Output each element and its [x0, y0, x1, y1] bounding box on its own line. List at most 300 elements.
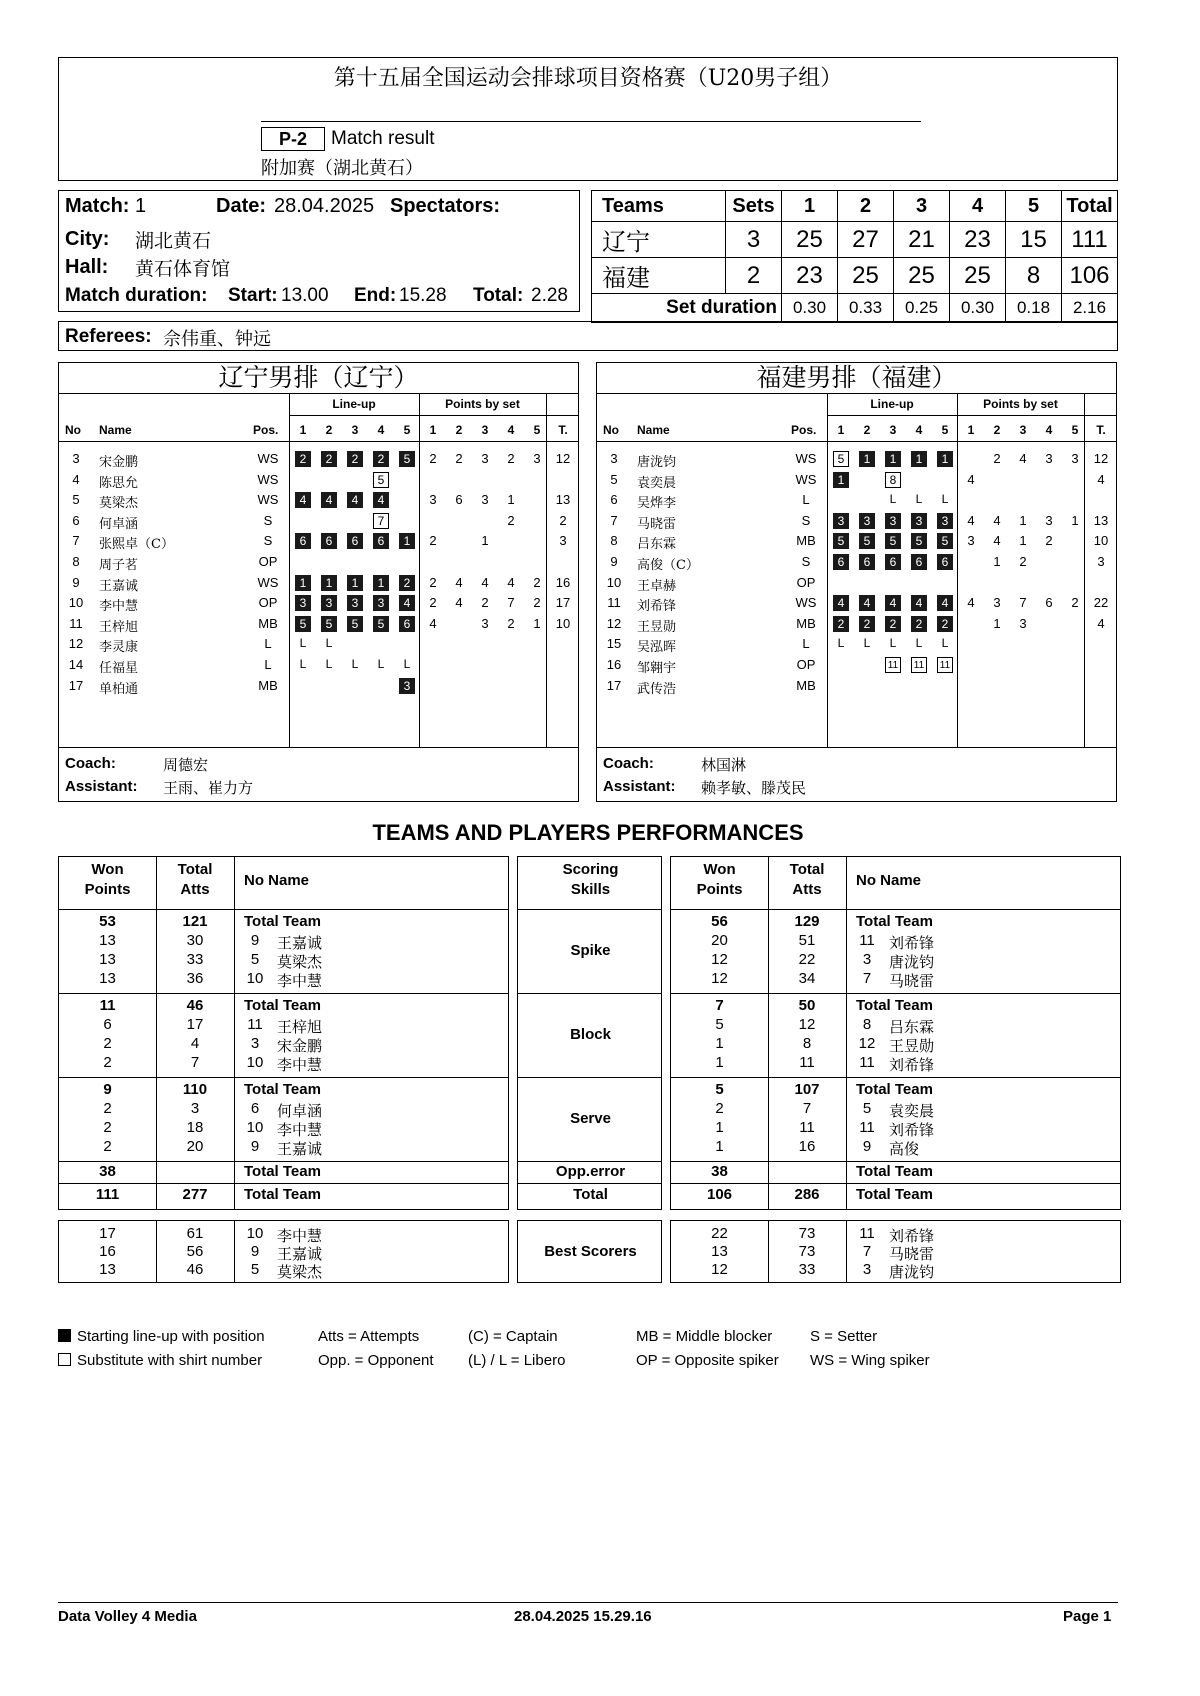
player-name: 莫梁杰 [99, 496, 139, 512]
set-points: 2 [429, 533, 437, 549]
report-type: Match result [331, 128, 435, 149]
name-header: Name [637, 423, 670, 437]
total-atts-value: 17 [186, 1016, 204, 1033]
player-name: 陈思允 [99, 475, 139, 491]
player-total: 2 [559, 512, 567, 528]
player-name: 王昱勋 [889, 1037, 935, 1055]
row-divider [671, 1183, 1120, 1184]
coach-name: 林国淋 [701, 756, 747, 774]
total-atts-value: 50 [798, 997, 816, 1014]
coach-label: Coach: [65, 755, 116, 772]
player-position: OP [796, 657, 816, 672]
set-score: 25 [838, 258, 894, 294]
player-number: 7 [862, 970, 872, 987]
player-row [59, 676, 578, 696]
row-divider [597, 441, 1116, 442]
player-name: 武传浩 [637, 681, 677, 697]
set-points: 7 [1019, 595, 1027, 611]
player-number: 10 [68, 595, 84, 611]
lineup-cell: 5 [885, 533, 901, 549]
player-position: OP [258, 554, 278, 569]
set-points: 2 [993, 451, 1001, 466]
player-name: 吴泓晖 [637, 640, 677, 656]
points-set-header: 2 [993, 423, 1001, 437]
footer-right: Page 1 [1063, 1608, 1112, 1625]
set-points: 2 [1071, 595, 1079, 611]
set-points: 4 [967, 595, 975, 611]
score-header: Teams [592, 191, 726, 222]
player-number: 15 [606, 636, 622, 652]
opp-error-label: Total Team [244, 1163, 321, 1180]
home-performance-table [58, 856, 509, 1210]
won-points-value: 2 [103, 1138, 112, 1155]
set-points: 1 [993, 554, 1001, 569]
away-roster [596, 362, 1117, 802]
match-label: Match: [65, 195, 130, 217]
player-number: 11 [247, 1016, 263, 1033]
lineup-cell: L [837, 636, 845, 651]
best-scorers-label-box [517, 1220, 662, 1283]
end-time: 15.28 [399, 285, 447, 306]
row-divider [59, 1161, 508, 1162]
player-position: MB [258, 677, 278, 693]
set-points: 7 [507, 595, 515, 611]
set-points: 4 [967, 512, 975, 528]
player-number: 10 [606, 574, 622, 590]
best-atts: 61 [186, 1225, 204, 1242]
sets-won: 2 [726, 258, 782, 294]
performance-title: TEAMS AND PLAYERS PERFORMANCES [372, 820, 804, 845]
set-points: 1 [1019, 512, 1027, 528]
player-name: 吕东霖 [889, 1018, 935, 1036]
player-name: Total Team [244, 1081, 321, 1098]
no-name-header: No Name [856, 872, 922, 889]
set-points: 3 [993, 595, 1001, 611]
player-position: L [802, 492, 810, 508]
player-name: 王嘉诚 [277, 1140, 323, 1158]
set-points: 2 [429, 595, 437, 611]
footer-rule [58, 1602, 1118, 1603]
total-atts-value: 8 [802, 1035, 812, 1052]
header-box [58, 57, 1118, 181]
lineup-set-header: 2 [325, 423, 333, 437]
player-name: 李中慧 [277, 1121, 323, 1139]
player-name: 刘希锋 [637, 599, 677, 615]
round-label: 附加赛（湖北黄石） [261, 158, 423, 179]
won-points-header: Won [91, 861, 124, 878]
total-atts: 286 [794, 1186, 820, 1203]
player-name: 王嘉诚 [277, 1245, 323, 1263]
set-points: 3 [1019, 615, 1027, 631]
player-number: 10 [246, 1054, 264, 1071]
set-points: 4 [429, 615, 437, 631]
set-points: 3 [1045, 512, 1053, 528]
total-label: Total Team [856, 1186, 933, 1203]
lineup-cell: 1 [885, 451, 901, 467]
lineup-cell: 3 [295, 595, 311, 611]
start-time: 13.00 [281, 285, 329, 306]
set-duration: 0.33 [838, 294, 894, 323]
lineup-cell: L [889, 492, 897, 507]
player-total: 3 [1097, 554, 1105, 569]
player-position: S [263, 512, 273, 528]
lineup-cell: 5 [937, 533, 953, 549]
lineup-set-header: 4 [377, 423, 385, 437]
score-header-row [592, 191, 1118, 222]
lineup-cell: 5 [399, 451, 415, 467]
lineup-cell: L [941, 492, 949, 507]
row-divider [518, 993, 661, 994]
player-position: L [802, 636, 810, 652]
set-points: 4 [455, 595, 463, 611]
lineup-cell: 6 [347, 533, 363, 549]
player-name: 袁奕晨 [889, 1102, 935, 1120]
lineup-cell: 2 [885, 616, 901, 632]
player-number: 10 [246, 1119, 264, 1136]
points-header: Points by set [445, 397, 520, 411]
row-divider [59, 1077, 508, 1078]
player-name: 王梓旭 [277, 1018, 323, 1036]
won-points-value: 1 [715, 1035, 724, 1052]
player-name: 吴烨李 [637, 496, 677, 512]
set-score: 25 [782, 222, 838, 258]
player-row [59, 655, 578, 675]
player-name: 唐泷钧 [637, 455, 677, 470]
lineup-cell: 5 [373, 616, 389, 632]
best-points: 13 [99, 1261, 116, 1278]
points-set-header: 4 [507, 423, 515, 437]
lineup-cell: L [863, 636, 871, 651]
player-total: 4 [1097, 615, 1105, 631]
footer-center: 28.04.2025 15.29.16 [514, 1608, 652, 1625]
player-total: 13 [555, 492, 571, 508]
player-total: 10 [1093, 533, 1109, 549]
page-title: 第十五届全国运动会排球项目资格赛（U20男子组） [333, 66, 843, 91]
row-divider [671, 1077, 1120, 1078]
player-name: 高俊（C） [637, 558, 699, 573]
player-name: 王嘉诚 [277, 934, 323, 952]
set-duration-row [592, 294, 1118, 323]
coach-label: Coach: [603, 755, 654, 772]
set-points: 2 [481, 595, 489, 611]
lineup-cell: 5 [295, 616, 311, 632]
lineup-cell: 5 [347, 616, 363, 632]
player-name: 刘希锋 [889, 934, 935, 952]
lineup-cell: L [915, 636, 923, 651]
total-atts-value: 7 [190, 1054, 200, 1071]
player-total: 17 [555, 595, 571, 611]
lineup-cell: L [403, 657, 411, 671]
lineup-cell: 1 [347, 575, 363, 591]
player-position: WS [257, 574, 279, 590]
won-points-header: Won [703, 861, 736, 878]
set-points: 3 [967, 533, 975, 549]
set-points: 1 [1019, 533, 1027, 549]
set-points: 2 [533, 574, 541, 590]
player-number: 12 [858, 1035, 876, 1052]
player-position: MB [796, 533, 816, 549]
city-label: City: [65, 228, 110, 250]
scoring-skills-header: Scoring [562, 861, 619, 878]
player-name: 吕东霖 [637, 537, 677, 553]
player-position: S [801, 512, 811, 528]
player-number: 5 [72, 492, 80, 508]
lineup-set-header: 3 [889, 423, 897, 437]
set-points: 4 [455, 574, 463, 590]
lineup-cell: 2 [911, 616, 927, 632]
best-points: 16 [99, 1243, 116, 1260]
player-name: 邹翱宇 [637, 661, 677, 676]
player-row [59, 449, 578, 469]
score-header: 5 [1006, 191, 1062, 222]
end-label: End: [354, 285, 397, 306]
player-name: 王梓旭 [99, 619, 139, 635]
lineup-cell: 2 [321, 451, 337, 467]
player-name: 宋金鹏 [277, 1037, 323, 1055]
player-row [59, 490, 578, 510]
referees-label: Referees: [65, 326, 152, 347]
won-points-value: 5 [715, 1081, 724, 1098]
player-name: 单柏通 [99, 681, 139, 697]
player-name: 刘希锋 [889, 1121, 935, 1139]
best-scorers-label: Best Scorers [544, 1243, 637, 1260]
player-name: 马晓雷 [889, 972, 935, 990]
total-atts-value: 51 [798, 932, 816, 949]
player-name: 高俊 [889, 1140, 920, 1158]
won-points-value: 20 [711, 932, 728, 949]
total-atts-header: Atts [180, 881, 210, 898]
lineup-set-header: 1 [299, 423, 307, 437]
player-number: 3 [72, 451, 80, 466]
lineup-cell: 2 [937, 616, 953, 632]
scoring-skills-header: Skills [570, 881, 611, 898]
player-row [597, 593, 1116, 613]
player-row [597, 573, 1116, 593]
opp-error-label: Total Team [856, 1163, 933, 1180]
legend-ws: WS = Wing spiker [810, 1352, 930, 1369]
player-name: Total Team [244, 913, 321, 930]
player-name: 张熙卓（C） [99, 537, 174, 553]
won-points-header: Points [84, 881, 131, 898]
set-points: 1 [533, 615, 541, 631]
row-divider [597, 747, 1116, 748]
player-number: 11 [69, 615, 83, 631]
player-position: S [801, 554, 811, 569]
player-total: 3 [559, 533, 567, 549]
assistant-label: Assistant: [65, 778, 138, 795]
lineup-cell: 1 [399, 533, 415, 549]
lineup-cell: 4 [321, 492, 337, 508]
player-name: 周子茗 [99, 558, 139, 573]
total-label: Total Team [244, 1186, 321, 1203]
set-points: 6 [455, 492, 463, 508]
points-set-header: 5 [533, 423, 541, 437]
row-divider [289, 415, 578, 416]
won-points-value: 2 [715, 1100, 724, 1117]
points-set-header: 1 [967, 423, 975, 437]
player-number: 3 [250, 1035, 260, 1052]
lineup-cell: 5 [859, 533, 875, 549]
report-code: P-2 [261, 127, 325, 151]
set-points: 4 [1019, 451, 1027, 466]
total-atts-header: Total [177, 861, 213, 878]
match-info-box [58, 190, 580, 312]
player-name: 刘希锋 [889, 1227, 935, 1245]
no-name-header: No Name [244, 872, 310, 889]
player-row [597, 552, 1116, 572]
lineup-cell: 1 [373, 575, 389, 591]
score-header: 1 [782, 191, 838, 222]
no-header: No [603, 423, 619, 437]
player-row [59, 614, 578, 634]
match-number: 1 [135, 195, 147, 217]
player-position: L [264, 657, 272, 672]
best-points: 13 [711, 1243, 728, 1260]
player-number: 17 [606, 677, 622, 693]
substitute-square-icon [58, 1353, 71, 1366]
set-points: 3 [481, 492, 489, 508]
lineup-cell: 2 [833, 616, 849, 632]
player-position: OP [258, 595, 278, 611]
won-points-value: 53 [99, 913, 116, 930]
lineup-cell: 3 [885, 513, 901, 529]
set-score: 25 [950, 258, 1006, 294]
no-header: No [65, 423, 81, 437]
total-label: Total: [473, 285, 524, 306]
lineup-set-header: 5 [941, 423, 949, 437]
points-set-header: 4 [1045, 423, 1053, 437]
name-header: Name [99, 423, 132, 437]
best-points: 17 [99, 1225, 116, 1242]
away-best-scorers [670, 1220, 1121, 1283]
lineup-cell: 6 [885, 554, 901, 570]
player-row [59, 573, 578, 593]
skill-label: Total [573, 1186, 608, 1203]
set-points: 1 [507, 492, 515, 508]
player-number: 9 [250, 1243, 260, 1260]
player-row [597, 655, 1116, 675]
legend-op: OP = Opposite spiker [636, 1352, 779, 1369]
won-points-value: 2 [103, 1119, 112, 1136]
player-name: 袁奕晨 [637, 475, 677, 491]
points-set-header: 1 [429, 423, 437, 437]
lineup-cell: L [915, 492, 923, 507]
lineup-cell: 5 [833, 451, 849, 467]
player-number: 5 [250, 951, 260, 968]
won-points-value: 2 [103, 1054, 112, 1071]
best-atts: 46 [186, 1261, 204, 1278]
player-name: 王卓赫 [637, 578, 677, 594]
set-points: 1 [481, 533, 489, 549]
row-divider [59, 747, 578, 748]
player-name: 李中慧 [277, 972, 323, 990]
lineup-cell: L [299, 636, 307, 651]
legend-text: Starting line-up with position [77, 1328, 265, 1345]
player-name: 李灵康 [99, 640, 139, 656]
player-name: 唐泷钧 [889, 1263, 935, 1281]
legend-substitute [58, 1352, 262, 1369]
best-points: 22 [711, 1225, 728, 1242]
away-performance-table [670, 856, 1121, 1210]
player-number: 14 [68, 657, 84, 672]
player-total: 13 [1093, 512, 1109, 528]
player-name: 唐泷钧 [889, 953, 935, 971]
row-divider [671, 993, 1120, 994]
lineup-cell: 4 [833, 595, 849, 611]
row-divider [518, 1077, 661, 1078]
player-number: 6 [610, 492, 618, 508]
total-points: 111 [1062, 222, 1118, 258]
player-number: 11 [607, 595, 621, 611]
set-points: 1 [1071, 512, 1079, 528]
legend-atts: Atts = Attempts [318, 1328, 420, 1345]
set-points: 2 [429, 451, 437, 466]
legend-s: S = Setter [810, 1328, 878, 1345]
set-duration: 0.25 [894, 294, 950, 323]
player-number: 5 [250, 1261, 260, 1278]
player-name: 莫梁杰 [277, 1263, 323, 1281]
lineup-cell: 2 [859, 616, 875, 632]
set-points: 3 [481, 615, 489, 631]
player-row [59, 470, 578, 490]
team-title: 辽宁男排（辽宁） [59, 363, 578, 394]
player-total: 4 [1097, 471, 1105, 487]
lineup-cell: 2 [373, 451, 389, 467]
lineup-cell: 4 [885, 595, 901, 611]
total-points: 106 [706, 1186, 733, 1203]
lineup-cell: 8 [885, 472, 901, 488]
set-points: 2 [507, 615, 515, 631]
referees-names: 佘伟重、钟远 [163, 329, 271, 350]
won-points-value: 12 [711, 951, 728, 968]
legend-libero: (L) / L = Libero [468, 1352, 566, 1369]
lineup-cell: 4 [399, 595, 415, 611]
total-atts-value: 12 [798, 1016, 816, 1033]
set-points: 2 [507, 451, 515, 466]
row-divider [59, 441, 578, 442]
lineup-cell: 4 [859, 595, 875, 611]
player-name: Total Team [856, 1081, 933, 1098]
player-row [59, 552, 578, 572]
player-number: 8 [862, 1016, 872, 1033]
skill-label: Serve [570, 1110, 611, 1127]
pos-header: Pos. [253, 423, 279, 437]
lineup-cell: 5 [911, 533, 927, 549]
team-name: 辽宁 [592, 222, 726, 258]
player-number: 10 [246, 1225, 264, 1242]
row-divider [671, 1161, 1120, 1162]
skills-table [517, 856, 662, 1210]
player-name: 李中慧 [277, 1056, 323, 1074]
player-number: 11 [859, 1119, 875, 1136]
score-header: Total [1062, 191, 1118, 222]
lineup-cell: 1 [937, 451, 953, 467]
set-score: 23 [950, 222, 1006, 258]
player-name: Total Team [244, 997, 321, 1014]
player-name: 马晓雷 [889, 1245, 935, 1263]
player-row [597, 511, 1116, 531]
lineup-cell: 5 [373, 472, 389, 488]
set-points: 2 [1019, 554, 1027, 569]
player-name: 莫梁杰 [277, 953, 323, 971]
row-divider [518, 909, 661, 910]
lineup-cell: L [325, 657, 333, 671]
set-score: 27 [838, 222, 894, 258]
player-number: 10 [246, 970, 264, 987]
row-divider [671, 909, 1120, 910]
lineup-cell: 6 [937, 554, 953, 570]
player-position: WS [257, 471, 279, 487]
